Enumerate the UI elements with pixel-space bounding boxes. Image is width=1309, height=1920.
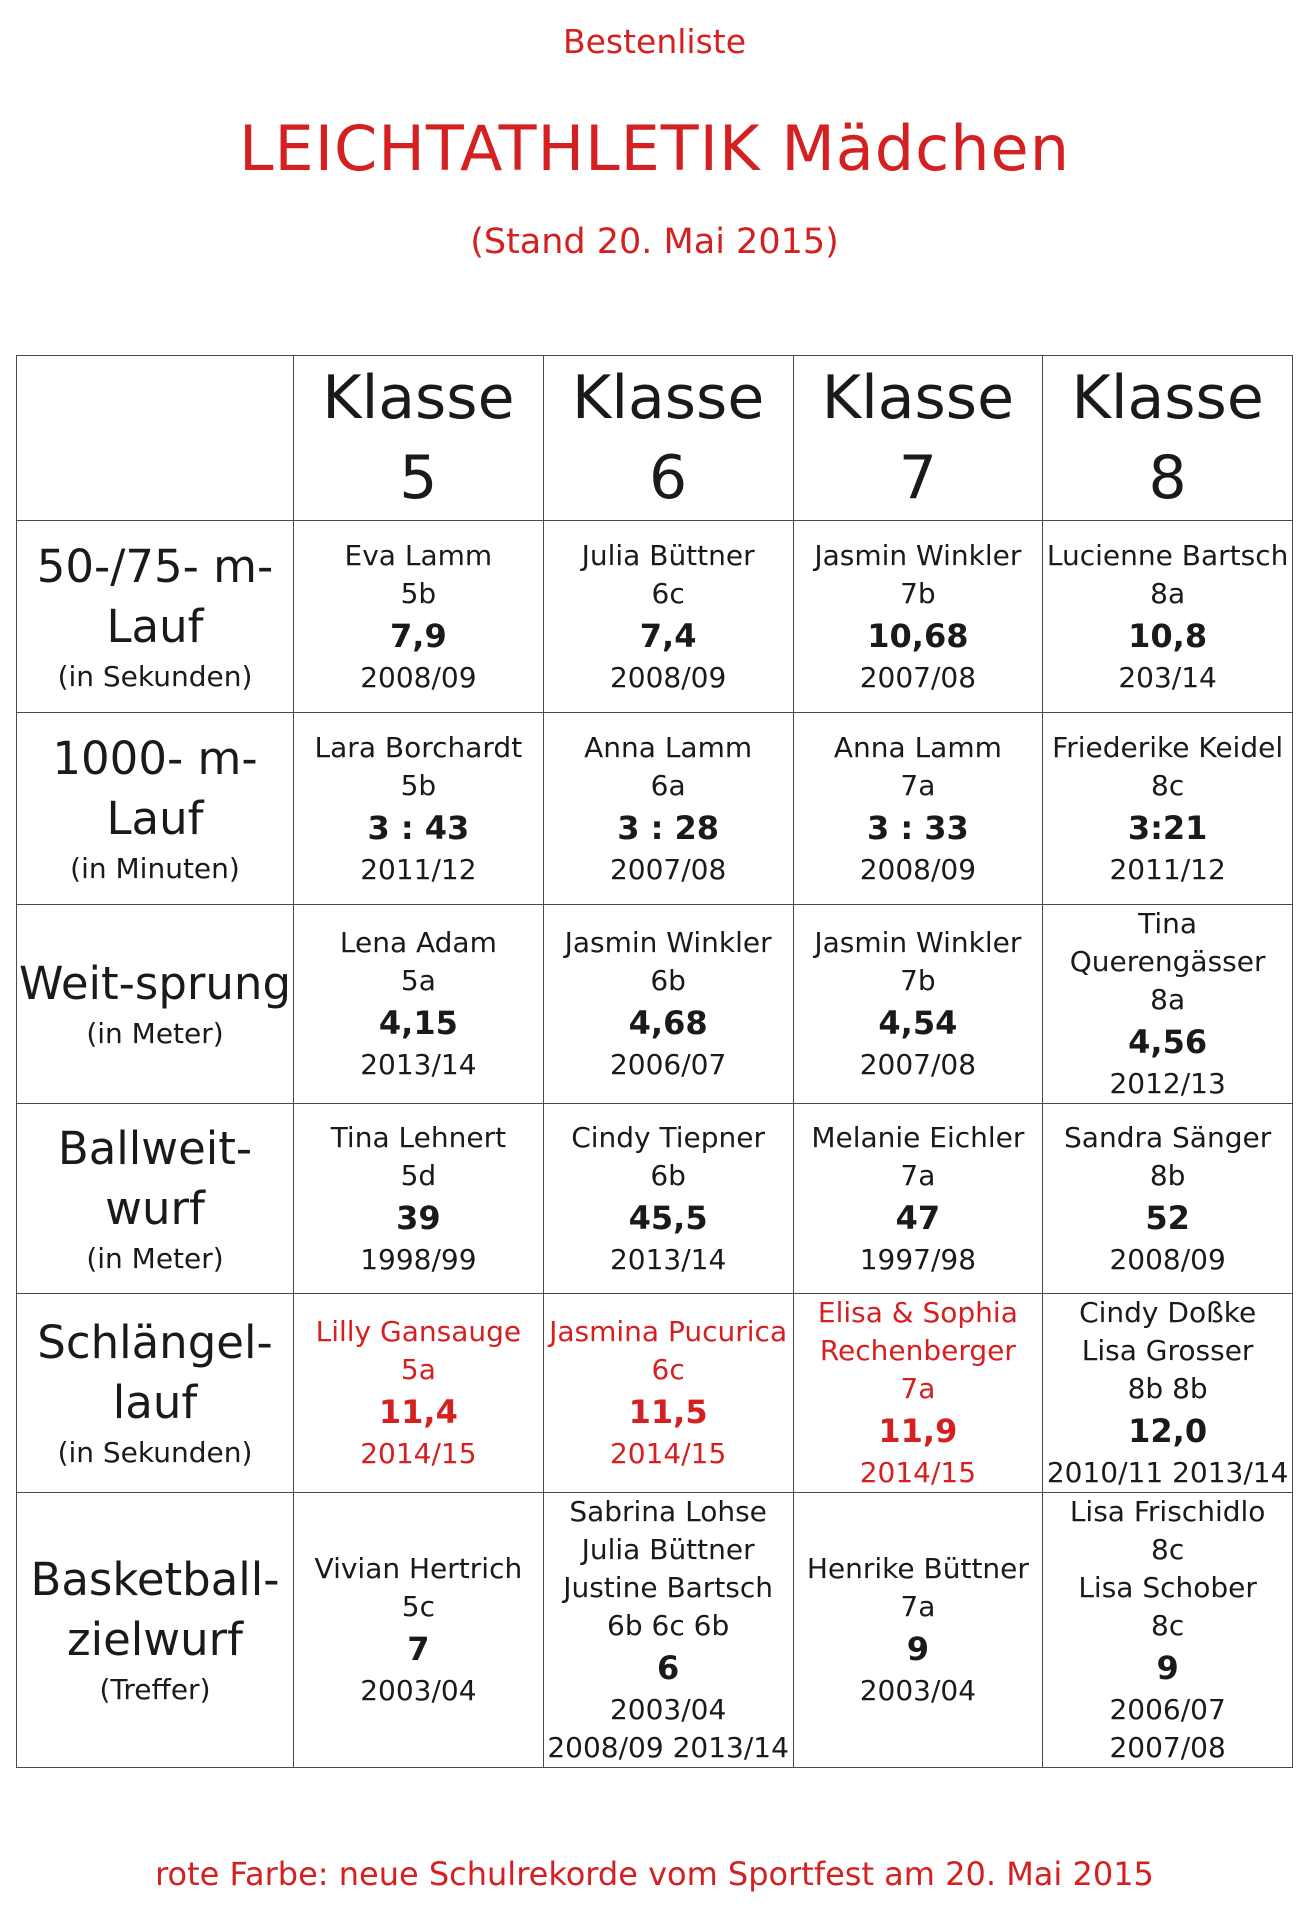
athlete-name: Melanie Eichler <box>811 1120 1025 1154</box>
record-cell <box>1043 905 1293 1104</box>
record-value: 10,8 <box>1128 616 1208 655</box>
record-value: 3 : 33 <box>866 808 969 847</box>
record-cell <box>793 1493 1043 1768</box>
discipline-name: 50-/75- m-Lauf <box>36 539 274 653</box>
athlete-name: Lucienne Bartsch <box>1046 538 1289 572</box>
discipline-cell <box>17 521 294 713</box>
class-label: 7b <box>900 576 936 610</box>
athlete-name: Rechenberger <box>819 1334 1016 1367</box>
record-cell <box>1043 1294 1293 1493</box>
class-label: 6c <box>651 576 685 610</box>
table-row <box>17 521 1293 713</box>
discipline-cell <box>17 1104 294 1294</box>
season-year: 2014/15 <box>360 1437 477 1470</box>
record-cell <box>793 521 1043 713</box>
column-header <box>1043 356 1293 521</box>
record-value: 11,9 <box>878 1412 958 1450</box>
record-value: 3:21 <box>1127 808 1208 847</box>
record-value: 39 <box>396 1198 441 1237</box>
record-cell <box>793 905 1043 1104</box>
date-note: (Stand 20. Mai 2015) <box>470 222 839 262</box>
athlete-name: Vivian Hertrich <box>314 1552 523 1585</box>
discipline-cell <box>17 905 294 1104</box>
record-cell <box>1043 713 1293 905</box>
athlete-name: Lilly Gansauge <box>315 1315 522 1348</box>
season-year: 2008/09 <box>859 852 977 886</box>
season-year: 2006/07 <box>1109 1693 1226 1726</box>
discipline-name: Schlängel-lauf <box>37 1316 273 1429</box>
discipline-cell <box>17 1294 294 1493</box>
athlete-name: Jasmin Winkler <box>814 926 1022 959</box>
class-label: 8b <box>1149 1158 1186 1192</box>
records-table <box>16 355 1293 1768</box>
season-year: 2003/04 <box>859 1674 977 1707</box>
record-value: 9 <box>906 1630 929 1668</box>
column-label: Klasse <box>1071 363 1264 433</box>
season-year: 2013/14 <box>360 1048 477 1081</box>
column-header <box>294 356 544 521</box>
season-year: 2014/15 <box>859 1456 977 1489</box>
class-label: 5a <box>400 1353 436 1386</box>
column-number: 8 <box>1148 443 1187 513</box>
class-label: 8a <box>1150 983 1186 1016</box>
record-value: 9 <box>1156 1649 1179 1687</box>
athlete-name: Lisa Grosser <box>1081 1334 1254 1367</box>
discipline-name: Weit-sprung <box>18 957 292 1010</box>
discipline-unit: (in Meter) <box>86 1241 224 1275</box>
athlete-name: Jasmin Winkler <box>814 538 1022 572</box>
record-value: 7 <box>407 1630 430 1668</box>
season-year: 2003/04 <box>609 1693 727 1726</box>
record-value: 11,4 <box>378 1393 458 1431</box>
class-label: 7a <box>900 1590 936 1623</box>
record-cell <box>294 1493 544 1768</box>
class-label: 7a <box>900 768 936 802</box>
discipline-cell <box>17 1493 294 1768</box>
discipline-unit: (in Sekunden) <box>57 1436 253 1469</box>
column-label: Klasse <box>821 363 1014 433</box>
record-cell <box>294 1104 544 1294</box>
record-cell <box>1043 1104 1293 1294</box>
column-number: 5 <box>399 443 438 513</box>
record-cell <box>543 1104 793 1294</box>
season-year: 2007/08 <box>859 1048 977 1081</box>
record-value: 4,68 <box>628 1004 708 1042</box>
record-value: 45,5 <box>628 1198 708 1237</box>
season-year: 2007/08 <box>859 660 977 694</box>
athlete-name: Sandra Sänger <box>1064 1120 1272 1154</box>
season-year: 2003/04 <box>360 1674 477 1707</box>
athlete-name: Cindy Tiepner <box>571 1120 766 1154</box>
record-value: 12,0 <box>1128 1412 1208 1450</box>
discipline-name: Basketball-zielwurf <box>30 1553 280 1666</box>
athlete-name: Lena Adam <box>339 926 497 959</box>
corner-cell <box>17 356 294 521</box>
subtitle: Bestenliste <box>562 22 747 61</box>
record-cell <box>294 905 544 1104</box>
athlete-name: Lisa Schober <box>1078 1571 1257 1604</box>
column-header <box>543 356 793 521</box>
record-value: 3 : 43 <box>367 808 470 847</box>
record-cell <box>543 713 793 905</box>
season-year: 203/14 <box>1118 660 1217 694</box>
class-label: 8b 8b <box>1127 1372 1208 1405</box>
athlete-name: Sabrina Lohse <box>569 1495 767 1528</box>
class-label: 7a <box>900 1372 936 1405</box>
record-cell <box>294 713 544 905</box>
athlete-name: Jasmina Pucurica <box>549 1315 788 1348</box>
athlete-name: 8c <box>1151 1533 1185 1566</box>
athlete-name: Julia Büttner <box>581 1533 755 1566</box>
class-label: 5b <box>400 768 437 802</box>
column-header <box>793 356 1043 521</box>
athlete-name: Lisa Frischidlo <box>1069 1495 1266 1528</box>
class-label: 8c <box>1151 768 1185 802</box>
season-year: 2007/08 <box>609 852 727 886</box>
class-label: 5c <box>401 1590 435 1623</box>
record-value: 6 <box>656 1649 680 1687</box>
class-label: 6a <box>650 768 686 802</box>
season-year: 2013/14 <box>609 1242 727 1276</box>
athlete-name: Querengässer <box>1069 945 1266 978</box>
record-cell <box>294 1294 544 1493</box>
record-value: 7,4 <box>639 616 697 655</box>
season-year: 1997/98 <box>859 1242 977 1276</box>
season-year: 2012/13 <box>1109 1067 1226 1100</box>
class-label: 5d <box>400 1158 437 1192</box>
season-year: 2011/12 <box>1109 852 1226 886</box>
class-label: 5a <box>400 964 436 997</box>
season-year: 2007/08 <box>1109 1731 1226 1764</box>
athlete-name: Jasmin Winkler <box>564 926 772 959</box>
season-year: 2008/09 <box>609 660 727 694</box>
table-row <box>17 1493 1293 1768</box>
athlete-name: Lara Borchardt <box>314 730 523 764</box>
record-value: 7,9 <box>390 616 447 655</box>
athlete-name: Anna Lamm <box>584 730 753 764</box>
record-cell <box>793 713 1043 905</box>
athlete-name: Eva Lamm <box>344 538 493 572</box>
discipline-name: Ballweit-wurf <box>57 1121 253 1235</box>
column-label: Klasse <box>322 363 515 433</box>
discipline-cell <box>17 713 294 905</box>
athlete-name: Anna Lamm <box>833 730 1002 764</box>
season-year: 2006/07 <box>609 1048 727 1081</box>
record-cell <box>1043 521 1293 713</box>
athlete-name: Friederike Keidel <box>1052 730 1284 764</box>
table-row <box>17 713 1293 905</box>
class-label: 8a <box>1150 576 1186 610</box>
record-cell <box>543 1294 793 1493</box>
footer-note: rote Farbe: neue Schulrekorde vom Sportfest am 20. Mai 2015 <box>155 1855 1154 1893</box>
season-year: 1998/99 <box>360 1242 477 1276</box>
discipline-unit: (in Minuten) <box>70 851 240 885</box>
record-value: 4,15 <box>378 1004 458 1042</box>
record-value: 52 <box>1145 1198 1190 1237</box>
record-value: 47 <box>895 1198 941 1237</box>
header-row <box>17 356 1293 521</box>
athlete-name: Cindy Doßke <box>1079 1296 1257 1329</box>
record-cell <box>793 1104 1043 1294</box>
class-label: 7a <box>900 1158 936 1192</box>
record-cell <box>294 521 544 713</box>
discipline-unit: (in Meter) <box>86 1017 224 1050</box>
table-row <box>17 1294 1293 1493</box>
class-label: 6b <box>650 964 686 997</box>
record-cell <box>543 521 793 713</box>
athlete-name: Tina <box>1138 907 1198 940</box>
season-year: 2008/09 2013/14 <box>547 1731 789 1764</box>
athlete-name: Elisa & Sophia <box>817 1296 1018 1329</box>
class-label: 6b <box>650 1158 686 1192</box>
column-number: 7 <box>898 443 937 513</box>
athlete-name: Justine Bartsch <box>563 1571 774 1604</box>
class-label: 7b <box>900 964 936 997</box>
athlete-name: Henrike Büttner <box>806 1552 1029 1585</box>
record-value: 11,5 <box>628 1393 708 1431</box>
record-value: 4,56 <box>1128 1023 1208 1061</box>
column-number: 6 <box>649 443 688 513</box>
season-year: 2008/09 <box>1109 1242 1226 1276</box>
record-cell <box>543 1493 793 1768</box>
discipline-unit: (in Sekunden) <box>57 659 253 693</box>
season-year: 2014/15 <box>609 1437 727 1470</box>
season-year: 2010/11 2013/14 <box>1046 1456 1289 1489</box>
season-year: 2011/12 <box>360 852 477 886</box>
season-year: 2008/09 <box>360 660 477 694</box>
record-cell <box>793 1294 1043 1493</box>
class-label: 6b 6c 6b <box>607 1609 730 1642</box>
table-row <box>17 905 1293 1104</box>
record-value: 4,54 <box>878 1004 958 1042</box>
discipline-unit: (Treffer) <box>99 1673 211 1706</box>
record-value: 10,68 <box>867 616 969 655</box>
record-value: 3 : 28 <box>617 808 720 847</box>
discipline-name: 1000- m-Lauf <box>52 731 258 845</box>
record-cell <box>1043 1493 1293 1768</box>
record-cell <box>543 905 793 1104</box>
athlete-name: Tina Lehnert <box>330 1120 507 1154</box>
athlete-name: Julia Büttner <box>581 538 755 572</box>
class-label: 5b <box>400 576 437 610</box>
page-title: LEICHTATHLETIK Mädchen <box>239 112 1070 185</box>
class-label: 6c <box>651 1353 685 1386</box>
column-label: Klasse <box>572 363 765 433</box>
class-label: 8c <box>1151 1609 1185 1642</box>
table-row <box>17 1104 1293 1294</box>
